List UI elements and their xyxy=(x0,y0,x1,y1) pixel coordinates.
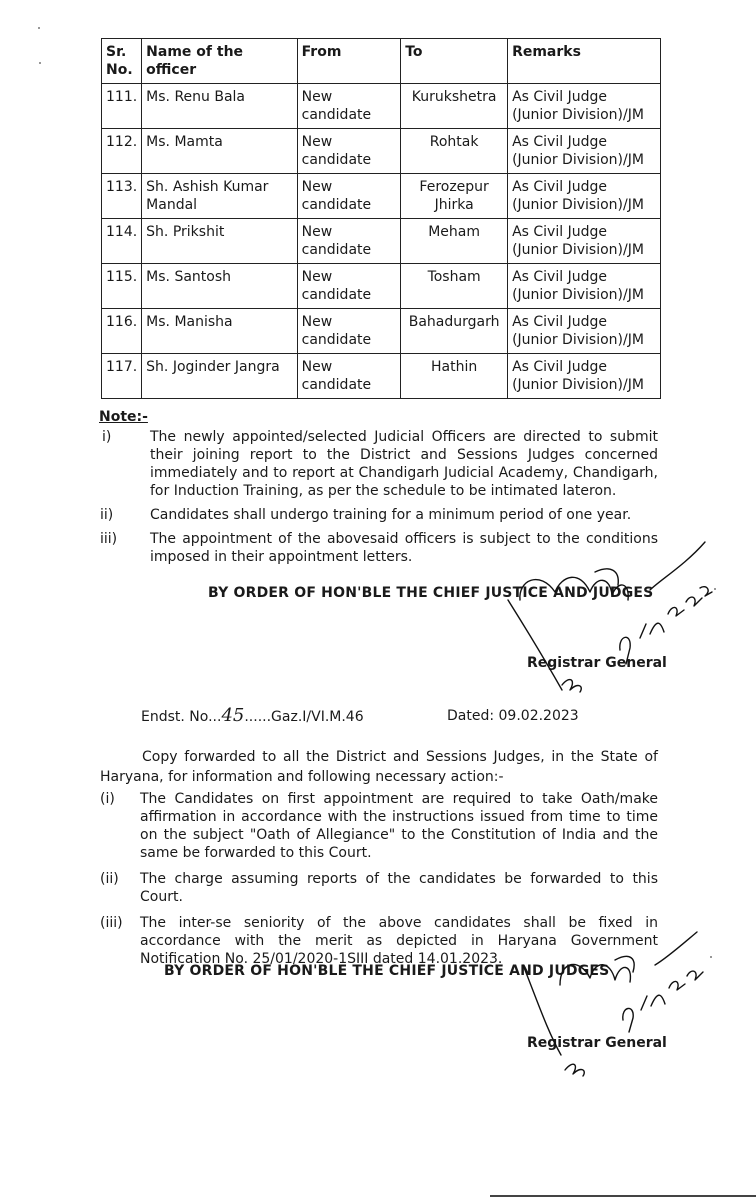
cell-name: Sh. Prikshit xyxy=(142,219,297,264)
action-item-number: (ii) xyxy=(100,871,119,887)
note-list xyxy=(100,428,658,572)
table-row xyxy=(102,84,661,129)
cell-from: New candidate xyxy=(297,129,401,174)
cell-remarks: As Civil Judge (Junior Division)/JM xyxy=(508,309,661,354)
header-to: To xyxy=(401,39,508,84)
note-item xyxy=(100,428,658,500)
endorsement-date: Dated: 09.02.2023 xyxy=(447,708,579,724)
header-name: Name of the officer xyxy=(142,39,297,84)
note-heading: Note:- xyxy=(99,409,148,425)
cell-sr: 112. xyxy=(102,129,142,174)
pen-dot xyxy=(710,956,712,958)
order-line-second: BY ORDER OF HON'BLE THE CHIEF JUSTICE AND JUDGES xyxy=(164,963,610,979)
cell-sr: 116. xyxy=(102,309,142,354)
registrar-general-first: Registrar General xyxy=(527,655,667,671)
note-item-text: The newly appointed/selected Judicial Officers are directed to submit their joining report to the District and Sessions Judges concerned immediately and to report at Chandigarh Judicial Academy, Chandigarh, for Induction Training, as per the schedule to be intimated lateron. xyxy=(150,429,658,499)
endorsement-number: 45 xyxy=(221,705,245,726)
note-item-text: Candidates shall undergo training for a minimum period of one year. xyxy=(150,507,632,523)
officers-table xyxy=(101,38,661,399)
copy-forwarded-paragraph: Copy forwarded to all the District and Sessions Judges, in the State of Haryana, for information and following necessary action:- xyxy=(100,749,658,785)
header-sr-no: Sr. No. xyxy=(102,39,142,84)
note-item xyxy=(100,506,658,524)
action-item xyxy=(100,790,658,862)
cell-name: Ms. Manisha xyxy=(142,309,297,354)
scan-speck xyxy=(39,62,41,64)
cell-name: Ms. Santosh xyxy=(142,264,297,309)
table-row xyxy=(102,129,661,174)
cell-name: Sh. Ashish Kumar Mandal xyxy=(142,174,297,219)
cell-to: Bahadurgarh xyxy=(401,309,508,354)
action-item-number: (i) xyxy=(100,791,115,807)
cell-to: Rohtak xyxy=(401,129,508,174)
header-remarks: Remarks xyxy=(508,39,661,84)
cell-sr: 115. xyxy=(102,264,142,309)
cell-to: Meham xyxy=(401,219,508,264)
cell-from: New candidate xyxy=(297,84,401,129)
cell-from: New candidate xyxy=(297,309,401,354)
scan-speck xyxy=(38,27,40,29)
note-item-number: ii) xyxy=(100,507,114,523)
cell-remarks: As Civil Judge (Junior Division)/JM xyxy=(508,354,661,399)
note-item xyxy=(100,530,658,566)
action-list xyxy=(100,790,658,974)
action-item-text: The Candidates on first appointment are required to take Oath/make affirmation in accordance with the instructions issued from time to time on the subject "Oath of Allegiance" to the Constitution of India and the same be forwarded to this Court. xyxy=(140,791,658,861)
action-item xyxy=(100,914,658,968)
cell-name: Sh. Joginder Jangra xyxy=(142,354,297,399)
endorsement-line xyxy=(141,706,661,727)
cell-remarks: As Civil Judge (Junior Division)/JM xyxy=(508,174,661,219)
cell-to: Tosham xyxy=(401,264,508,309)
cell-from: New candidate xyxy=(297,264,401,309)
endorsement-prefix: Endst. No... xyxy=(141,709,222,725)
table-row xyxy=(102,354,661,399)
cell-from: New candidate xyxy=(297,219,401,264)
cell-to: Ferozepur Jhirka xyxy=(401,174,508,219)
endorsement-suffix: ......Gaz.I/VI.M.46 xyxy=(244,709,364,725)
pen-dot xyxy=(714,588,716,590)
cell-sr: 113. xyxy=(102,174,142,219)
note-item-number: iii) xyxy=(100,531,118,547)
cell-name: Ms. Renu Bala xyxy=(142,84,297,129)
table-row xyxy=(102,264,661,309)
cell-remarks: As Civil Judge (Junior Division)/JM xyxy=(508,84,661,129)
cell-sr: 111. xyxy=(102,84,142,129)
table-row xyxy=(102,309,661,354)
table-row xyxy=(102,174,661,219)
cell-from: New candidate xyxy=(297,354,401,399)
note-item-number: i) xyxy=(102,429,112,445)
cell-remarks: As Civil Judge (Junior Division)/JM xyxy=(508,219,661,264)
page-bottom-rule xyxy=(490,1195,756,1197)
table-row xyxy=(102,219,661,264)
cell-remarks: As Civil Judge (Junior Division)/JM xyxy=(508,129,661,174)
cell-sr: 117. xyxy=(102,354,142,399)
cell-from: New candidate xyxy=(297,174,401,219)
order-line-first: BY ORDER OF HON'BLE THE CHIEF JUSTICE AND JUDGES xyxy=(208,585,654,601)
action-item xyxy=(100,870,658,906)
cell-to: Hathin xyxy=(401,354,508,399)
cell-to: Kurukshetra xyxy=(401,84,508,129)
action-item-text: The inter-se seniority of the above candidates shall be fixed in accordance with the merit as depicted in Haryana Government Notification No. 25/01/2020-1SIII dated 14.01.2023. xyxy=(140,915,658,967)
table-header-row xyxy=(102,39,661,84)
registrar-general-second: Registrar General xyxy=(527,1035,667,1051)
action-item-number: (iii) xyxy=(100,915,123,931)
cell-name: Ms. Mamta xyxy=(142,129,297,174)
cell-remarks: As Civil Judge (Junior Division)/JM xyxy=(508,264,661,309)
cell-sr: 114. xyxy=(102,219,142,264)
header-from: From xyxy=(297,39,401,84)
action-item-text: The charge assuming reports of the candidates be forwarded to this Court. xyxy=(140,871,658,905)
note-item-text: The appointment of the abovesaid officers is subject to the conditions imposed in their appointment letters. xyxy=(150,531,658,565)
